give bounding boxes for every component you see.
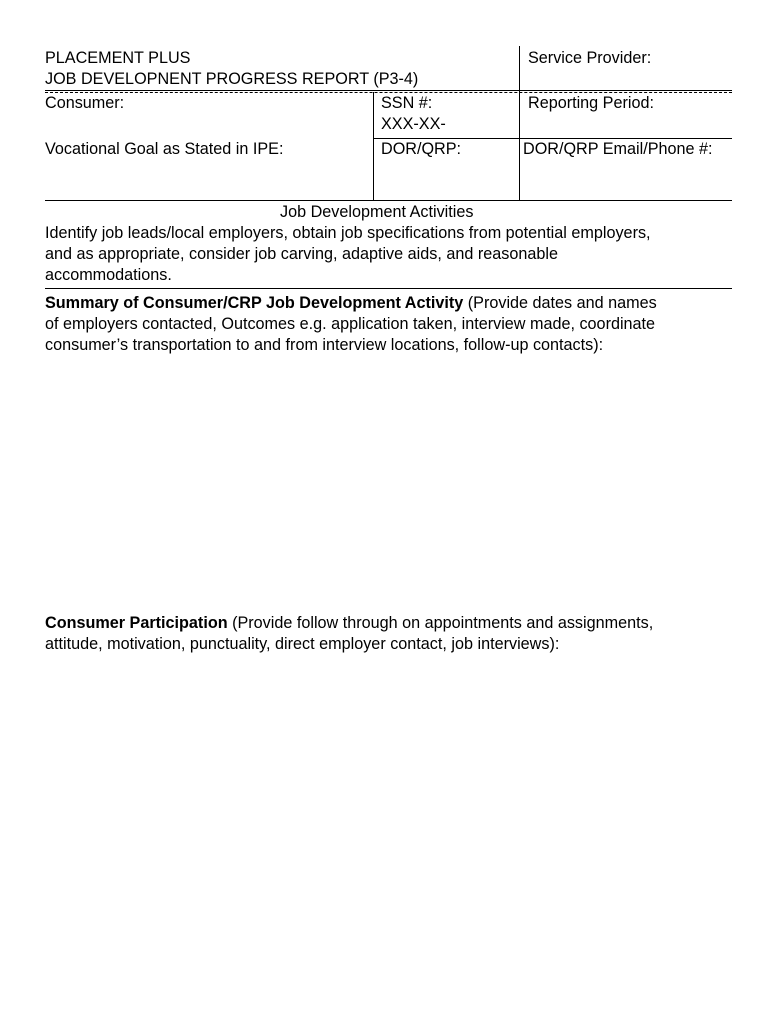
summary-line: of employers contacted, Outcomes e.g. application taken, interview made, coordinate: [45, 315, 656, 333]
dor-qrp-label: DOR/QRP:: [381, 140, 462, 158]
vocational-goal-label: Vocational Goal as Stated in IPE:: [45, 140, 284, 158]
service-provider-label: Service Provider:: [528, 49, 652, 67]
activities-line: Identify job leads/local employers, obtain job specifications from potential employers,: [45, 224, 651, 242]
summary-heading: Summary of Consumer/CRP Job Development Activity: [45, 294, 464, 312]
summary-line: [45, 293, 657, 314]
participation-heading: Consumer Participation: [45, 614, 228, 632]
reporting-period-label: Reporting Period:: [528, 94, 654, 112]
activities-line: and as appropriate, consider job carving, adaptive aids, and reasonable: [45, 245, 558, 263]
summary-instructions: (Provide dates and names: [463, 294, 657, 312]
participation-instructions: (Provide follow through on appointments and assignments,: [227, 614, 654, 632]
participation-line: [45, 613, 653, 634]
activities-divider: [45, 288, 732, 289]
column-divider-right: [519, 46, 520, 201]
participation-line: attitude, motivation, punctuality, direct employer contact, job interviews):: [45, 635, 560, 653]
form-report-title: JOB DEVELOPNENT PROGRESS REPORT (P3-4): [45, 70, 419, 88]
table-bottom-border: [45, 200, 732, 201]
consumer-label: Consumer:: [45, 94, 125, 112]
dor-qrp-contact-label: DOR/QRP Email/Phone #:: [523, 140, 713, 158]
column-divider-middle: [373, 92, 374, 201]
form-agency-title: PLACEMENT PLUS: [45, 49, 191, 67]
activities-line: accommodations.: [45, 266, 172, 284]
activities-title: Job Development Activities: [280, 203, 474, 221]
ssn-label: SSN #:: [381, 94, 433, 112]
header-divider: [45, 90, 732, 91]
ssn-value: XXX-XX-: [381, 115, 446, 133]
summary-line: consumer’s transportation to and from interview locations, follow-up contacts):: [45, 336, 604, 354]
